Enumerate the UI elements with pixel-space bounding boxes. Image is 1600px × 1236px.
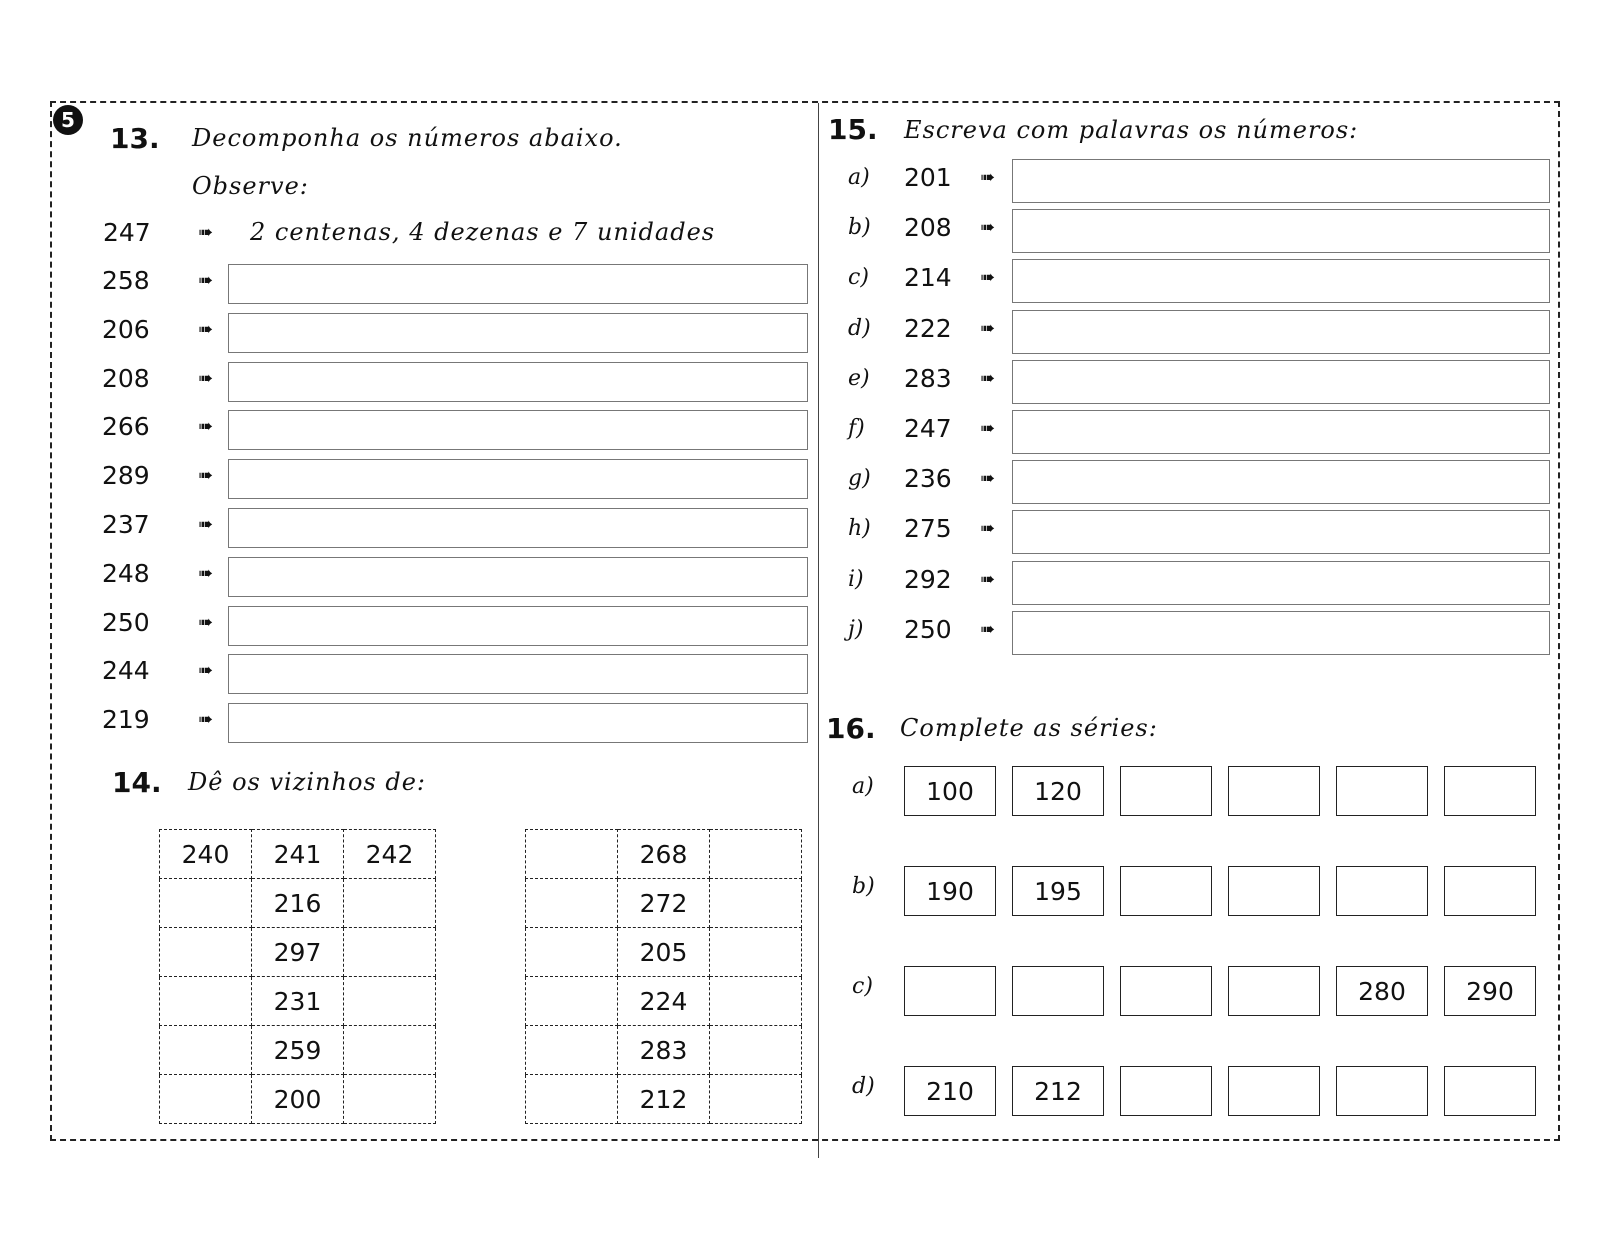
q16-blank-box[interactable] (1120, 866, 1212, 916)
q16-series-letter: b) (852, 874, 875, 899)
q15-item-letter: a) (848, 165, 870, 190)
q15-item-number: 250 (904, 614, 952, 644)
neighbors-answer-cell[interactable] (710, 977, 802, 1026)
neighbors-answer-cell[interactable] (526, 1026, 618, 1075)
arrow-icon: ➠ (198, 367, 214, 389)
q16-number: 16. (826, 712, 876, 745)
q16-blank-box[interactable] (1120, 966, 1212, 1016)
q13-answer-box[interactable] (228, 703, 808, 743)
q13-item-number: 244 (102, 656, 150, 686)
neighbors-answer-cell[interactable] (710, 879, 802, 928)
neighbors-number: 216 (252, 879, 344, 928)
neighbors-answer-cell[interactable] (526, 1075, 618, 1124)
q16-value-box: 100 (904, 766, 996, 816)
q16-blank-box[interactable] (1444, 1066, 1536, 1116)
q15-item-letter: b) (848, 215, 871, 241)
q16-value-box: 120 (1012, 766, 1104, 816)
q13-example-number: 247 (103, 218, 151, 247)
q15-item-letter: i) (848, 566, 864, 592)
q15-answer-box[interactable] (1012, 460, 1550, 504)
q13-item-number: 248 (102, 558, 150, 588)
arrow-icon: ➠ (198, 514, 214, 535)
q13-answer-box[interactable] (228, 654, 808, 694)
neighbors-answer-cell[interactable] (526, 830, 618, 879)
arrow-icon: ➠ (198, 318, 214, 340)
arrow-icon: ➠ (980, 217, 996, 239)
q16-value-box: 210 (904, 1066, 996, 1116)
q16-value-box: 190 (904, 866, 996, 916)
neighbors-number: 212 (618, 1075, 710, 1124)
q15-item-letter: h) (848, 516, 871, 542)
q16-series-letter: d) (852, 1074, 875, 1099)
neighbors-row (160, 977, 436, 1026)
arrow-icon: ➠ (980, 418, 996, 439)
q16-blank-box[interactable] (1120, 1066, 1212, 1116)
q16-value-box: 195 (1012, 866, 1104, 916)
neighbors-answer-cell[interactable] (160, 977, 252, 1026)
q15-answer-box[interactable] (1012, 611, 1550, 655)
q13-item-number: 206 (102, 314, 150, 344)
q16-blank-box[interactable] (1444, 766, 1536, 816)
q15-item-number: 292 (904, 564, 952, 594)
q13-item-number: 258 (102, 266, 150, 295)
neighbors-answer-cell[interactable] (710, 1026, 802, 1075)
arrow-icon: ➠ (198, 416, 214, 438)
neighbors-row (526, 928, 802, 977)
q13-example-text: 2 centenas, 4 dezenas e 7 unidades (250, 218, 716, 246)
q15-item-letter: d) (848, 315, 871, 341)
q13-item-number: 250 (102, 607, 150, 637)
neighbors-answer-cell[interactable] (526, 977, 618, 1026)
arrow-icon: ➠ (980, 468, 996, 490)
q16-series-letter: a) (852, 774, 874, 799)
neighbors-answer-cell[interactable] (160, 928, 252, 977)
q14-title: Dê os vizinhos de: (188, 768, 426, 796)
q13-answer-box[interactable] (228, 410, 808, 450)
q16-blank-box[interactable] (1336, 766, 1428, 816)
neighbors-answer-cell[interactable] (160, 879, 252, 928)
neighbors-table-right (525, 829, 802, 1124)
neighbors-row (160, 1075, 436, 1124)
q13-item-number: 237 (102, 510, 150, 539)
q15-item-letter: e) (848, 365, 870, 391)
q13-answer-box[interactable] (228, 313, 808, 353)
q13-observe: Observe: (192, 172, 309, 200)
q15-answer-box[interactable] (1012, 410, 1550, 454)
neighbors-row (160, 879, 436, 928)
q15-answer-box[interactable] (1012, 561, 1550, 605)
q13-answer-box[interactable] (228, 508, 808, 548)
arrow-icon: ➠ (980, 267, 996, 289)
q13-answer-box[interactable] (228, 606, 808, 646)
neighbors-row (160, 830, 436, 879)
neighbors-number: 224 (618, 977, 710, 1026)
q13-title: Decomponha os números abaixo. (192, 124, 623, 152)
q14-number: 14. (112, 766, 162, 799)
arrow-icon: ➠ (980, 518, 996, 540)
q13-item-number: 219 (102, 705, 150, 735)
q16-blank-box[interactable] (904, 966, 996, 1016)
neighbors-answer-cell[interactable] (710, 830, 802, 879)
neighbors-answer-cell: 242 (344, 830, 436, 879)
q13-answer-box[interactable] (228, 459, 808, 499)
arrow-icon: ➠ (198, 562, 214, 584)
q15-answer-box[interactable] (1012, 209, 1550, 253)
q13-number: 13. (110, 122, 160, 155)
arrow-icon: ➠ (198, 270, 214, 291)
neighbors-answer-cell[interactable] (344, 1075, 436, 1124)
q15-answer-box[interactable] (1012, 259, 1550, 303)
q15-item-letter: g) (848, 466, 871, 492)
q16-series-letter: c) (852, 974, 873, 999)
arrow-icon: ➠ (980, 618, 996, 640)
arrow-icon: ➠ (198, 709, 214, 731)
q16-value-box: 280 (1336, 966, 1428, 1016)
q13-item-number: 208 (102, 363, 150, 393)
neighbors-row (160, 928, 436, 977)
neighbors-answer-cell[interactable] (526, 928, 618, 977)
q16-blank-box[interactable] (1336, 866, 1428, 916)
neighbors-row (526, 1026, 802, 1075)
q16-blank-box[interactable] (1228, 1066, 1320, 1116)
neighbors-row (526, 830, 802, 879)
neighbors-answer-cell: 240 (160, 830, 252, 879)
q16-title: Complete as séries: (900, 714, 1158, 742)
q15-item-number: 236 (904, 464, 952, 494)
q15-item-number: 208 (904, 213, 952, 243)
neighbors-row (526, 1075, 802, 1124)
q13-item-number: 266 (102, 412, 150, 442)
neighbors-row (160, 1026, 436, 1075)
neighbors-number: 297 (252, 928, 344, 977)
q13-item-number: 289 (102, 461, 150, 491)
q16-blank-box[interactable] (1228, 866, 1320, 916)
q15-answer-box[interactable] (1012, 310, 1550, 354)
neighbors-answer-cell[interactable] (344, 1026, 436, 1075)
arrow-icon: ➠ (198, 611, 214, 633)
q15-item-number: 283 (904, 363, 952, 393)
arrow-icon: ➠ (980, 367, 996, 389)
q16-blank-box[interactable] (1444, 866, 1536, 916)
q15-answer-box[interactable] (1012, 360, 1550, 404)
neighbors-row (526, 977, 802, 1026)
q15-item-number: 222 (904, 313, 952, 343)
neighbors-number: 200 (252, 1075, 344, 1124)
q16-blank-box[interactable] (1228, 966, 1320, 1016)
q15-item-letter: j) (848, 616, 864, 642)
arrow-icon: ➠ (198, 465, 214, 487)
arrow-icon: ➠ (198, 660, 214, 682)
q16-blank-box[interactable] (1012, 966, 1104, 1016)
q16-blank-box[interactable] (1228, 766, 1320, 816)
neighbors-answer-cell[interactable] (160, 1075, 252, 1124)
q15-item-letter: c) (848, 265, 869, 291)
q15-answer-box[interactable] (1012, 510, 1550, 554)
neighbors-number: 272 (618, 879, 710, 928)
page-number-badge: 5 (53, 105, 83, 135)
arrow-icon: ➠ (980, 317, 996, 339)
neighbors-answer-cell[interactable] (344, 977, 436, 1026)
neighbors-number: 205 (618, 928, 710, 977)
neighbors-number: 241 (252, 830, 344, 879)
neighbors-number: 268 (618, 830, 710, 879)
neighbors-answer-cell[interactable] (710, 1075, 802, 1124)
q16-blank-box[interactable] (1120, 766, 1212, 816)
neighbors-row (526, 879, 802, 928)
q15-item-number: 275 (904, 514, 952, 544)
q13-answer-box[interactable] (228, 362, 808, 402)
q16-blank-box[interactable] (1336, 1066, 1428, 1116)
neighbors-number: 283 (618, 1026, 710, 1075)
q15-item-number: 201 (904, 163, 952, 192)
q15-number: 15. (828, 113, 878, 146)
neighbors-answer-cell[interactable] (344, 879, 436, 928)
q15-title: Escreva com palavras os números: (904, 116, 1359, 144)
neighbors-answer-cell[interactable] (344, 928, 436, 977)
neighbors-table-left (159, 829, 436, 1124)
q15-item-letter: f) (848, 416, 865, 441)
arrow-icon: ➠ (198, 222, 214, 243)
q13-answer-box[interactable] (228, 557, 808, 597)
neighbors-number: 259 (252, 1026, 344, 1075)
neighbors-answer-cell[interactable] (526, 879, 618, 928)
q15-item-number: 214 (904, 263, 952, 293)
column-divider (818, 103, 819, 1158)
q16-value-box: 212 (1012, 1066, 1104, 1116)
arrow-icon: ➠ (980, 568, 996, 590)
q15-answer-box[interactable] (1012, 159, 1550, 203)
q16-value-box: 290 (1444, 966, 1536, 1016)
arrow-icon: ➠ (980, 167, 996, 188)
q15-item-number: 247 (904, 414, 952, 443)
neighbors-answer-cell[interactable] (710, 928, 802, 977)
neighbors-answer-cell[interactable] (160, 1026, 252, 1075)
q13-answer-box[interactable] (228, 264, 808, 304)
neighbors-number: 231 (252, 977, 344, 1026)
